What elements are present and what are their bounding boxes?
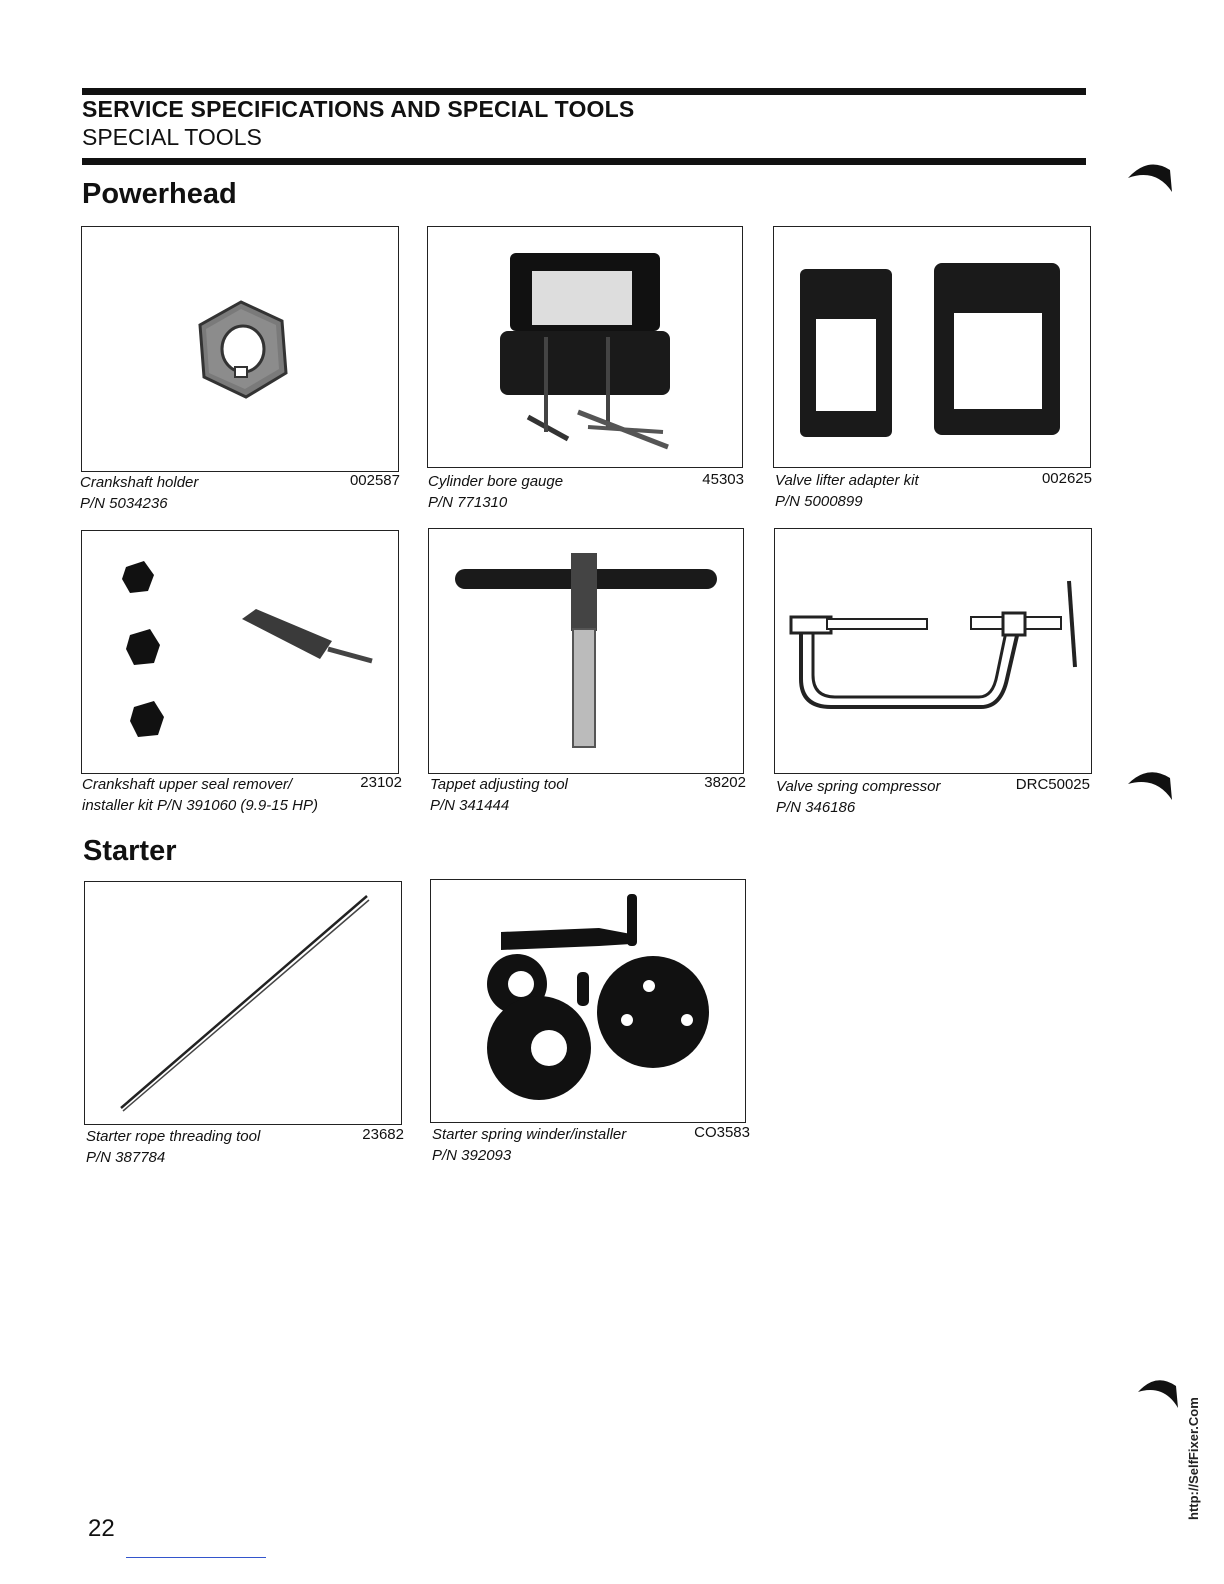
tool-code: DRC50025 — [1015, 776, 1090, 793]
tool-name: Valve spring compressor — [776, 778, 941, 795]
tool-code: 23102 — [360, 774, 402, 791]
binder-hole-icon — [1126, 156, 1176, 196]
tool-name: Starter spring winder/installer — [432, 1126, 627, 1143]
side-url: http://SelfFixer.Com — [1186, 1397, 1201, 1520]
tool-code: 38202 — [704, 774, 746, 791]
tool-image-starter-spring-winder — [430, 879, 746, 1123]
binder-hole-icon — [1136, 1372, 1182, 1412]
c-clamp-icon — [775, 529, 1091, 773]
tool-part-number: P/N 771310 — [428, 494, 508, 511]
tool-image-starter-rope-threading-tool — [84, 881, 402, 1125]
tool-part-number: P/N 387784 — [86, 1149, 166, 1166]
tool-name: Starter rope threading tool — [86, 1128, 261, 1145]
header-rule-top — [82, 88, 1086, 95]
binder-hole-icon — [1126, 764, 1176, 804]
tool-image-valve-lifter-adapter-kit — [773, 226, 1091, 468]
tool-image-valve-spring-compressor — [774, 528, 1092, 774]
hex-nut-icon — [82, 227, 398, 471]
tool-image-crankshaft-holder — [81, 226, 399, 472]
tool-code: 002587 — [349, 472, 400, 489]
tool-code: 45303 — [702, 471, 744, 488]
tool-part-number: P/N 346186 — [776, 799, 856, 816]
tool-name: Crankshaft upper seal remover/ — [82, 776, 293, 793]
footer-line — [126, 1557, 266, 1558]
page-number: 22 — [88, 1515, 115, 1542]
tool-part-number: P/N 5034236 — [80, 495, 168, 512]
tool-name: Cylinder bore gauge — [428, 473, 564, 490]
seal-remover-parts-icon — [82, 531, 398, 773]
tool-part-number: P/N 392093 — [432, 1147, 512, 1164]
tool-name: Valve lifter adapter kit — [775, 472, 919, 489]
tool-part-number: installer kit P/N 391060 (9.9-15 HP) — [82, 797, 318, 814]
tool-name: Crankshaft holder — [80, 474, 199, 491]
threading-wire-icon — [85, 882, 401, 1124]
tool-code: 002625 — [1041, 470, 1092, 487]
section-powerhead: Powerhead — [82, 178, 237, 210]
adapter-cylinders-icon — [774, 227, 1090, 467]
tool-part-number: P/N 341444 — [430, 797, 510, 814]
gauge-case-icon — [428, 227, 742, 467]
header-rule-bottom — [82, 158, 1086, 165]
tool-image-tappet-adjusting-tool — [428, 528, 744, 774]
tool-name: Tappet adjusting tool — [430, 776, 568, 793]
page-subtitle: SPECIAL TOOLS — [82, 124, 262, 150]
section-starter: Starter — [83, 835, 177, 867]
tool-code: 23682 — [362, 1126, 404, 1143]
tool-image-cylinder-bore-gauge — [427, 226, 743, 468]
tool-code: CO3583 — [694, 1124, 750, 1141]
tool-part-number: P/N 5000899 — [775, 493, 863, 510]
tool-image-seal-remover-kit — [81, 530, 399, 774]
t-handle-icon — [429, 529, 743, 773]
page-title: SERVICE SPECIFICATIONS AND SPECIAL TOOLS — [82, 96, 635, 122]
winder-parts-icon — [431, 880, 745, 1122]
